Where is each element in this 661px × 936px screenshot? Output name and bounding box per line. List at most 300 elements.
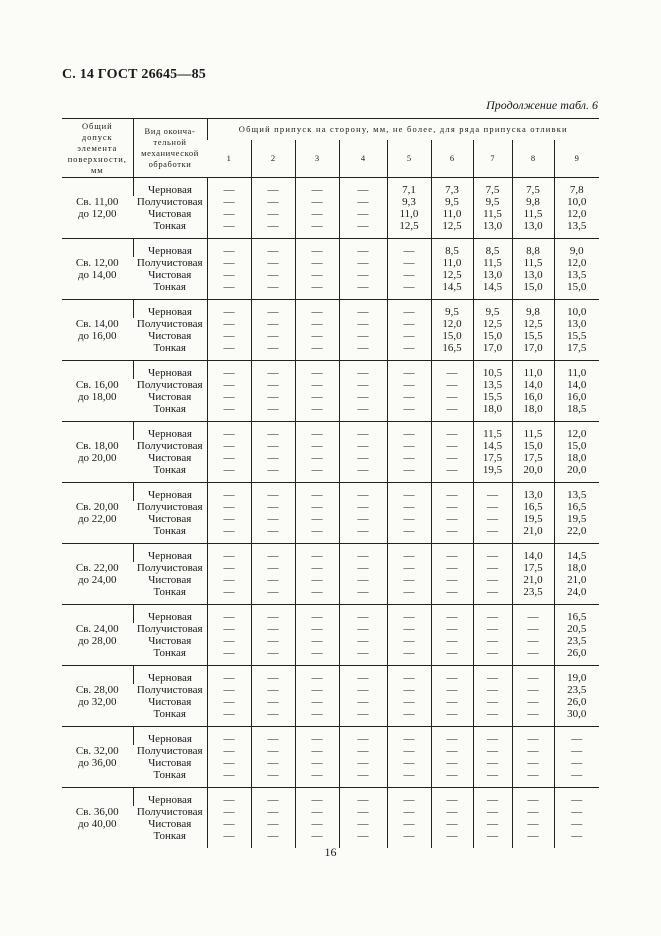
allowance-value-cell: — [251, 806, 295, 818]
table-row [62, 806, 599, 818]
tolerance-line: до 18,00 [77, 391, 117, 403]
allowance-value-cell: — [295, 330, 339, 342]
tolerance-line: Св. 14,00 [75, 318, 119, 330]
allowance-value-cell: — [251, 196, 295, 208]
series-number: 1 [207, 140, 251, 178]
allowance-value-cell: — [473, 647, 512, 666]
machining-type-cell: Тонкая [153, 220, 186, 232]
allowance-value-cell: 16,5 [554, 501, 599, 513]
tolerance-cell [62, 605, 133, 666]
allowance-value-cell: — [207, 483, 251, 502]
allowance-value-cell: — [339, 769, 387, 788]
allowance-value-cell: — [339, 361, 387, 380]
allowance-value-cell: — [295, 623, 339, 635]
allowance-value-cell: — [339, 196, 387, 208]
allowance-value-cell: — [431, 525, 473, 544]
tolerance-cell [62, 483, 133, 544]
allowance-value-cell: 13,5 [554, 269, 599, 281]
allowance-value-cell: 14,5 [554, 544, 599, 563]
allowance-value-cell: — [207, 562, 251, 574]
tolerance-line: Св. 24,00 [75, 623, 119, 635]
machining-type-cell: Получистовая [136, 562, 203, 574]
allowance-value-cell: — [251, 647, 295, 666]
machining-type-column-header: Вид оконча- тельной механической обработки [133, 119, 207, 178]
allowance-value-cell: — [251, 727, 295, 746]
allowance-value-cell: — [251, 666, 295, 685]
allowance-value-cell: — [295, 501, 339, 513]
allowance-value-cell: 22,0 [554, 525, 599, 544]
allowance-value-cell: — [251, 818, 295, 830]
allowance-value-cell: — [251, 281, 295, 300]
machining-type-cell: Черновая [133, 239, 207, 258]
allowance-value-cell: — [387, 501, 431, 513]
allowance-value-cell: — [431, 379, 473, 391]
allowance-value-cell: — [251, 544, 295, 563]
tolerance-cell [62, 300, 133, 361]
allowance-value-cell: 10,5 [473, 361, 512, 380]
table-row [62, 586, 599, 605]
allowance-value-cell: — [339, 788, 387, 807]
allowance-value-cell: 16,5 [512, 501, 554, 513]
allowance-value-cell: — [295, 562, 339, 574]
allowance-value-cell: — [387, 440, 431, 452]
allowance-value-cell: — [207, 696, 251, 708]
series-number: 9 [554, 140, 599, 178]
allowance-value-cell: — [295, 483, 339, 502]
allowance-value-cell: — [295, 574, 339, 586]
allowance-value-cell: — [387, 788, 431, 807]
table-row [62, 257, 599, 269]
machining-type-cell: Чистовая [148, 391, 192, 403]
allowance-value-cell: 13,5 [473, 379, 512, 391]
allowance-value-cell: — [339, 300, 387, 319]
tolerance-cell [62, 239, 133, 300]
allowance-value-cell: — [387, 464, 431, 483]
allowance-value-cell: 15,0 [554, 440, 599, 452]
allowance-value-cell: 12,0 [554, 257, 599, 269]
machining-type-cell: Получистовая [136, 623, 203, 635]
tolerance-line: Св. 36,00 [75, 806, 119, 818]
allowance-value-cell: — [207, 684, 251, 696]
allowance-value-cell: — [295, 391, 339, 403]
allowance-value-cell: — [251, 379, 295, 391]
allowance-value-cell: — [387, 281, 431, 300]
allowance-value-cell: — [339, 513, 387, 525]
allowance-value-cell: — [339, 818, 387, 830]
allowance-value-cell: 18,0 [554, 452, 599, 464]
allowance-value-cell: — [473, 605, 512, 624]
allowance-value-cell: 12,0 [554, 422, 599, 441]
tolerance-cell [62, 544, 133, 605]
allowance-value-cell: 24,0 [554, 586, 599, 605]
allowance-value-cell: — [339, 501, 387, 513]
allowance-value-cell: — [339, 318, 387, 330]
allowance-value-cell: 17,5 [512, 562, 554, 574]
allowance-value-cell: 19,5 [473, 464, 512, 483]
allowance-value-cell: — [251, 440, 295, 452]
allowance-value-cell: — [387, 806, 431, 818]
allowance-value-cell: — [207, 623, 251, 635]
allowance-value-cell: — [339, 208, 387, 220]
allowance-value-cell: — [207, 666, 251, 685]
allowance-value-cell: 16,5 [431, 342, 473, 361]
allowance-value-cell: — [207, 208, 251, 220]
table-row [62, 379, 599, 391]
allowance-value-cell: 14,5 [431, 281, 473, 300]
allowance-value-cell: — [431, 623, 473, 635]
table-row [62, 666, 599, 685]
allowance-value-cell: — [207, 501, 251, 513]
table-row [62, 281, 599, 300]
allowance-value-cell: — [251, 696, 295, 708]
allowance-value-cell: — [207, 818, 251, 830]
allowance-value-cell: — [387, 830, 431, 848]
allowance-value-cell: — [387, 318, 431, 330]
allowance-value-cell: — [431, 464, 473, 483]
allowance-value-cell: 10,0 [554, 300, 599, 319]
allowance-value-cell: — [295, 635, 339, 647]
allowance-value-cell: — [473, 525, 512, 544]
allowance-value-cell: — [431, 745, 473, 757]
allowance-value-cell: 7,1 [387, 178, 431, 197]
allowance-value-cell: — [387, 623, 431, 635]
series-number: 7 [473, 140, 512, 178]
allowance-value-cell: — [207, 525, 251, 544]
allowance-value-cell: 9,8 [512, 300, 554, 319]
allowance-value-cell: — [387, 769, 431, 788]
table-row [62, 361, 599, 380]
allowance-value-cell: — [339, 727, 387, 746]
allowance-value-cell: — [207, 574, 251, 586]
machining-type-cell: Черновая [133, 422, 207, 441]
allowance-value-cell: 13,5 [554, 483, 599, 502]
machining-type-cell: Чистовая [148, 574, 192, 586]
allowance-value-cell: — [295, 769, 339, 788]
allowance-value-cell: — [207, 727, 251, 746]
machining-type-cell: Тонкая [153, 647, 186, 659]
allowance-value-cell: 9,0 [554, 239, 599, 258]
table-row [62, 696, 599, 708]
allowance-value-cell: — [251, 239, 295, 258]
allowance-value-cell: — [339, 239, 387, 258]
machining-type-cell: Чистовая [148, 757, 192, 769]
allowance-value-cell: — [339, 220, 387, 239]
machining-type-cell: Черновая [133, 178, 207, 197]
allowance-value-cell: — [387, 696, 431, 708]
allowance-value-cell: — [473, 483, 512, 502]
table-body [62, 178, 599, 849]
allowance-value-cell: — [387, 300, 431, 319]
allowance-value-cell: 17,0 [473, 342, 512, 361]
allowance-value-cell: — [295, 440, 339, 452]
allowance-value-cell: — [387, 818, 431, 830]
allowance-value-cell: — [295, 220, 339, 239]
allowance-value-cell: — [251, 635, 295, 647]
allowance-value-cell: — [512, 757, 554, 769]
allowance-value-cell: — [431, 806, 473, 818]
allowance-value-cell: 18,0 [554, 562, 599, 574]
allowance-value-cell: — [207, 513, 251, 525]
allowance-value-cell: — [295, 696, 339, 708]
table-row [62, 300, 599, 319]
allowance-value-cell: — [251, 684, 295, 696]
allowance-value-cell: — [207, 318, 251, 330]
allowance-value-cell: 11,0 [512, 361, 554, 380]
allowance-value-cell: 26,0 [554, 647, 599, 666]
allowance-value-cell: — [251, 501, 295, 513]
allowance-value-cell: 30,0 [554, 708, 599, 727]
allowance-value-cell: — [295, 818, 339, 830]
allowance-value-cell: — [207, 806, 251, 818]
allowance-value-cell: — [207, 178, 251, 197]
allowance-value-cell: — [251, 708, 295, 727]
allowance-value-cell: — [431, 635, 473, 647]
allowance-value-cell: — [473, 769, 512, 788]
table-row [62, 818, 599, 830]
allowance-value-cell: — [431, 544, 473, 563]
allowance-table [62, 118, 599, 848]
allowance-value-cell: — [431, 562, 473, 574]
allowance-value-cell: — [339, 635, 387, 647]
allowance-value-cell: — [387, 684, 431, 696]
allowance-value-cell: 7,3 [431, 178, 473, 197]
allowance-value-cell: — [251, 513, 295, 525]
allowance-value-cell: 13,0 [512, 220, 554, 239]
allowance-value-cell: — [431, 727, 473, 746]
allowance-value-cell: 18,0 [473, 403, 512, 422]
allowance-value-cell: — [431, 483, 473, 502]
allowance-value-cell: — [251, 422, 295, 441]
allowance-value-cell: 18,0 [512, 403, 554, 422]
allowance-value-cell: — [295, 300, 339, 319]
allowance-value-cell: 15,5 [473, 391, 512, 403]
allowance-value-cell: — [251, 330, 295, 342]
table-row [62, 403, 599, 422]
allowance-value-cell: — [207, 635, 251, 647]
allowance-value-cell: 9,3 [387, 196, 431, 208]
allowance-value-cell: — [207, 708, 251, 727]
allowance-value-cell: 15,0 [512, 281, 554, 300]
allowance-value-cell: — [339, 464, 387, 483]
allowance-value-cell: — [387, 647, 431, 666]
allowance-value-cell: 8,5 [431, 239, 473, 258]
allowance-value-cell: — [339, 452, 387, 464]
allowance-value-cell: — [339, 586, 387, 605]
machining-type-cell: Черновая [133, 727, 207, 746]
allowance-value-cell: 13,0 [473, 269, 512, 281]
allowance-value-cell: — [251, 300, 295, 319]
machining-type-cell: Чистовая [148, 635, 192, 647]
allowance-value-cell: — [207, 196, 251, 208]
allowance-value-cell: 15,5 [512, 330, 554, 342]
machining-type-cell: Получистовая [136, 684, 203, 696]
allowance-value-cell: 12,5 [387, 220, 431, 239]
machining-type-cell: Чистовая [148, 269, 192, 281]
table-row [62, 391, 599, 403]
allowance-value-cell: 26,0 [554, 696, 599, 708]
allowance-value-cell: — [512, 745, 554, 757]
allowance-value-cell: 11,0 [387, 208, 431, 220]
allowance-value-cell: — [431, 574, 473, 586]
allowance-value-cell: — [339, 605, 387, 624]
machining-type-cell: Черновая [133, 788, 207, 807]
allowance-value-cell: — [512, 806, 554, 818]
allowance-value-cell: — [431, 647, 473, 666]
allowance-value-cell: — [387, 574, 431, 586]
allowance-value-cell: — [387, 605, 431, 624]
allowance-value-cell: 15,0 [473, 330, 512, 342]
table-row [62, 574, 599, 586]
table-row [62, 513, 599, 525]
tolerance-line: Св. 32,00 [75, 745, 119, 757]
allowance-value-cell: 20,0 [512, 464, 554, 483]
table-row [62, 757, 599, 769]
allowance-value-cell: — [251, 788, 295, 807]
allowance-value-cell: 21,0 [512, 574, 554, 586]
allowance-value-cell: — [295, 666, 339, 685]
allowance-value-cell: — [251, 745, 295, 757]
allowance-value-cell: — [554, 818, 599, 830]
tolerance-line: Св. 20,00 [75, 501, 119, 513]
allowance-value-cell: — [295, 757, 339, 769]
allowance-value-cell: — [339, 666, 387, 685]
table-row [62, 330, 599, 342]
allowance-value-cell: — [295, 830, 339, 848]
allowance-value-cell: — [387, 361, 431, 380]
allowance-value-cell: — [431, 818, 473, 830]
tolerance-cell [62, 422, 133, 483]
allowance-value-cell: — [431, 757, 473, 769]
allowance-value-cell: 17,5 [473, 452, 512, 464]
allowance-value-cell: — [431, 513, 473, 525]
allowance-value-cell: — [339, 281, 387, 300]
table-row [62, 745, 599, 757]
table-row [62, 318, 599, 330]
allowance-value-cell: — [339, 342, 387, 361]
allowance-value-cell: 14,0 [512, 379, 554, 391]
tolerance-line: Св. 28,00 [75, 684, 119, 696]
allowance-value-cell: — [473, 623, 512, 635]
allowance-value-cell: 13,0 [512, 269, 554, 281]
allowance-value-cell: — [387, 379, 431, 391]
machining-type-cell: Тонкая [153, 525, 186, 537]
machining-type-cell: Черновая [133, 483, 207, 502]
table-row [62, 788, 599, 807]
allowance-value-cell: — [207, 403, 251, 422]
allowance-value-cell: — [295, 788, 339, 807]
allowance-value-cell: — [339, 623, 387, 635]
allowance-value-cell: 20,0 [554, 464, 599, 483]
allowance-value-cell: 23,5 [554, 635, 599, 647]
allowance-value-cell: — [295, 379, 339, 391]
allowance-value-cell: — [387, 452, 431, 464]
allowance-value-cell: 13,0 [512, 483, 554, 502]
series-number: 5 [387, 140, 431, 178]
allowance-value-cell: — [512, 623, 554, 635]
allowance-value-cell: 17,0 [512, 342, 554, 361]
table-row [62, 635, 599, 647]
tolerance-line: до 28,00 [77, 635, 117, 647]
allowance-value-cell: — [387, 562, 431, 574]
table-row [62, 422, 599, 441]
allowance-value-cell: 23,5 [554, 684, 599, 696]
allowance-value-cell: — [431, 696, 473, 708]
allowance-value-cell: — [554, 788, 599, 807]
allowance-value-cell: — [473, 757, 512, 769]
allowance-value-cell: — [251, 342, 295, 361]
machining-type-cell: Тонкая [153, 464, 186, 476]
allowance-value-cell: — [387, 257, 431, 269]
allowance-value-cell: 17,5 [512, 452, 554, 464]
allowance-value-cell: — [387, 666, 431, 685]
allowance-value-cell: — [339, 403, 387, 422]
allowance-value-cell: — [387, 391, 431, 403]
allowance-value-cell: — [339, 269, 387, 281]
allowance-value-cell: 18,5 [554, 403, 599, 422]
allowance-value-cell: — [554, 757, 599, 769]
allowance-value-cell: — [431, 361, 473, 380]
allowance-value-cell: — [339, 178, 387, 197]
tolerance-line: Св. 11,00 [76, 196, 119, 208]
allowance-value-cell: — [387, 745, 431, 757]
machining-type-cell: Чистовая [148, 513, 192, 525]
allowance-value-cell: — [295, 318, 339, 330]
allowance-value-cell: 12,5 [512, 318, 554, 330]
tolerance-line: до 16,00 [77, 330, 117, 342]
allowance-value-cell: — [431, 586, 473, 605]
series-number: 4 [339, 140, 387, 178]
table-row [62, 464, 599, 483]
tolerance-line: Св. 18,00 [75, 440, 119, 452]
tolerance-line: до 32,00 [77, 696, 117, 708]
table-row [62, 452, 599, 464]
allowance-value-cell: 9,5 [473, 300, 512, 319]
allowance-value-cell: — [207, 757, 251, 769]
table-row [62, 544, 599, 563]
allowance-value-cell: — [207, 281, 251, 300]
page-header: С. 14 ГОСТ 26645—85 [62, 67, 206, 82]
allowance-value-cell: — [251, 623, 295, 635]
allowance-value-cell: — [295, 727, 339, 746]
allowance-value-cell: — [251, 586, 295, 605]
table-row [62, 440, 599, 452]
allowance-value-cell: — [431, 708, 473, 727]
allowance-value-cell: 11,5 [473, 422, 512, 441]
allowance-value-cell: — [512, 818, 554, 830]
allowance-value-cell: — [251, 562, 295, 574]
allowance-value-cell: — [339, 647, 387, 666]
tolerance-line: до 12,00 [77, 208, 117, 220]
allowance-value-cell: — [207, 830, 251, 848]
allowance-value-cell: — [473, 727, 512, 746]
table-row [62, 727, 599, 746]
series-number: 2 [251, 140, 295, 178]
machining-type-cell: Чистовая [148, 452, 192, 464]
tolerance-line: Св. 12,00 [75, 257, 119, 269]
allowance-value-cell: — [295, 452, 339, 464]
allowance-value-cell: — [339, 806, 387, 818]
allowance-value-cell: — [387, 757, 431, 769]
allowance-value-cell: — [295, 513, 339, 525]
tolerance-line: до 14,00 [77, 269, 117, 281]
allowance-value-cell: 11,5 [512, 422, 554, 441]
table-row [62, 708, 599, 727]
allowance-value-cell: — [473, 544, 512, 563]
allowance-value-cell: — [387, 513, 431, 525]
allowance-value-cell: — [554, 745, 599, 757]
allowance-value-cell: — [473, 806, 512, 818]
allowance-value-cell: — [251, 318, 295, 330]
